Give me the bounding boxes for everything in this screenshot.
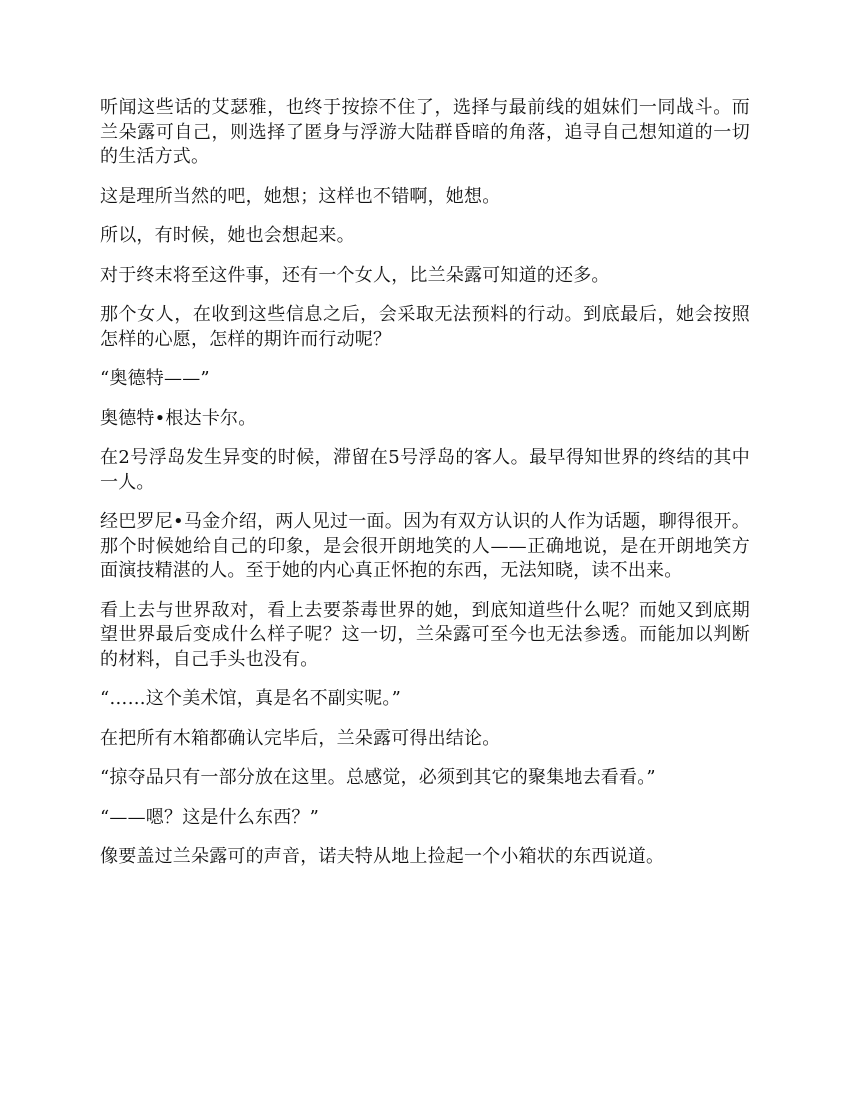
paragraph: 经巴罗尼•马金介绍，两人见过一面。因为有双方认识的人作为话题，聊得很开。那个时候她给自己的印象，是会很开朗地笑的人——正确地说，是在开朗地笑方面演技精湛的人。至于她的内心真正怀抱的东西，无法知晓，读不出来。: [100, 511, 750, 581]
paragraph: “——嗯？这是什么东西？”: [100, 806, 320, 828]
paragraph: 在把所有木箱都确认完毕后，兰朵露可得出结论。: [100, 727, 501, 749]
paragraph: 听闻这些话的艾瑟雅，也终于按捺不住了，选择与最前线的姐妹们一同战斗。而兰朵露可自己，则选择了匿身与浮游大陆群昏暗的角落，追寻自己想知道的一切的生活方式。: [100, 97, 750, 167]
paragraph: 看上去与世界敌对，看上去要荼毒世界的她，到底知道些什么呢？而她又到底期望世界最后变成什么样子呢？这一切，兰朵露可至今也无法参透。而能加以判断的材料，自己手头也没有。: [100, 599, 750, 670]
paragraph: 这是理所当然的吧，她想；这样也不错啊，她想。: [100, 185, 501, 207]
paragraph: “……这个美术馆，真是名不副实呢。”: [100, 688, 402, 709]
paragraph: “掠夺品只有一部分放在这里。总感觉，必须到其它的聚集地去看看。”: [100, 767, 656, 788]
paragraph: 在2号浮岛发生异变的时候，滞留在5号浮岛的客人。最早得知世界的终结的其中一人。: [100, 447, 750, 493]
paragraph: 那个女人，在收到这些信息之后，会采取无法预料的行动。到底最后，她会按照怎样的心愿，怎样的期许而行动呢？: [100, 304, 750, 350]
document-page: [100, 96, 750, 885]
paragraph: 对于终末将至这件事，还有一个女人，比兰朵露可知道的还多。: [100, 264, 610, 286]
paragraph: 奥德特•根达卡尔。: [100, 407, 257, 429]
paragraph: 所以，有时候，她也会想起来。: [100, 225, 355, 246]
paragraph: 像要盖过兰朵露可的声音，诺夫特从地上捡起一个小箱状的东西说道。: [100, 846, 665, 867]
paragraph: “奥德特——”: [100, 368, 210, 389]
